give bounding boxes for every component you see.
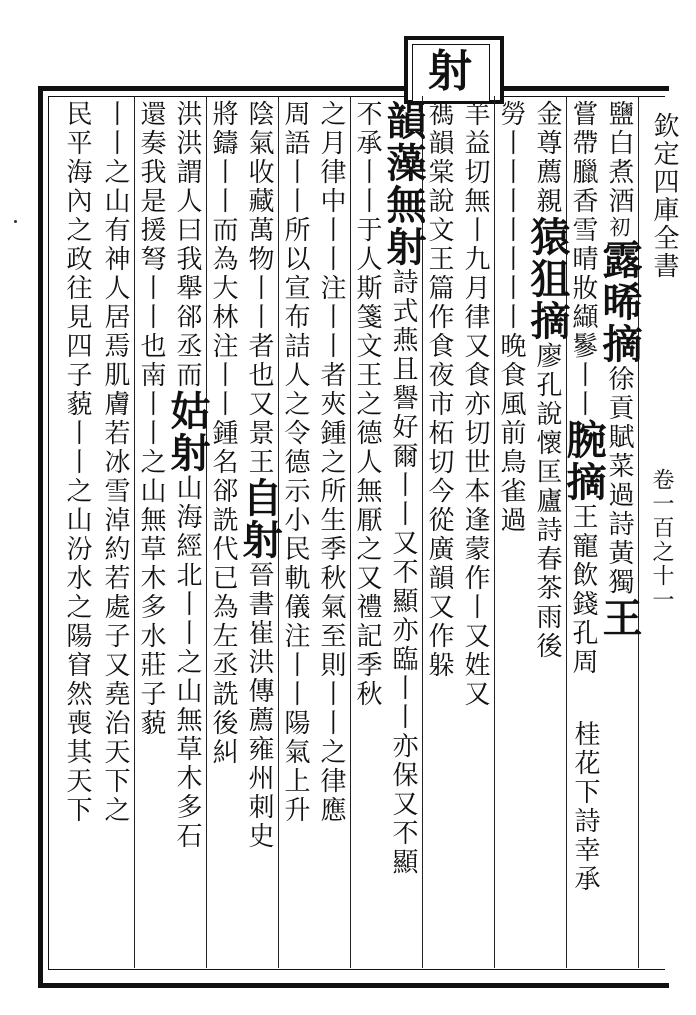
column-text: 還奏我是援弩丨丨也	[136, 100, 166, 361]
column-text: 勞丨丨丨丨	[496, 100, 526, 245]
book-title-strip: 欽定四庫全書	[649, 112, 679, 280]
text-column	[560, 100, 607, 677]
text-column	[352, 100, 382, 709]
text-column	[280, 100, 310, 825]
column-text: 鹽白煮酒	[604, 100, 634, 216]
column-text: 徐貢賦菜過詩黃獨	[604, 365, 634, 597]
column-text: 不承丨丨于人斯箋文王之德人無厭之又禮記季秋	[352, 100, 382, 709]
column-text: 山海經北丨丨之山無草木多石	[172, 474, 202, 851]
column-text: 周語丨丨所以宣布詰人之令德示小民軌儀注丨丨陽氣上升	[280, 100, 310, 825]
entry-headword: 腕摘	[560, 419, 607, 503]
column-text: 廖孔說懷匡廬詩春茶雨後	[532, 342, 562, 661]
column-text: 之月律中丨丨注丨丨者夾鍾之所生季秋氣至則丨丨之律應	[316, 100, 346, 825]
heading-character: 射	[428, 46, 472, 97]
column-text: 王寵飲錢孔周	[568, 503, 598, 677]
column-text: 晉書崔洪傳薦雍州刺史	[244, 561, 274, 851]
entry-headword: 露晞摘	[596, 239, 643, 365]
text-column	[524, 100, 571, 661]
volume-label: 卷一百之十一	[649, 468, 674, 612]
column-text: 金尊薦親	[532, 100, 562, 216]
column-text: 南丨丨之山無草木多水莊子藐	[136, 361, 166, 738]
text-column	[164, 100, 211, 851]
column-text: 將鑄丨丨而為大林注丨丨鍾名	[208, 100, 238, 477]
text-column	[100, 100, 130, 825]
text-column	[460, 100, 490, 709]
column-rule	[638, 96, 639, 968]
column-text: 雪晴妝纈鬖丨丨	[568, 216, 598, 419]
column-rule	[134, 96, 135, 968]
column-text: 詩式燕且譽好爾丨丨又不顯亦臨丨丨亦保又不顯	[388, 268, 418, 877]
entry-headword: 自射	[236, 477, 283, 561]
text-column	[136, 100, 166, 738]
column-text: 嘗帶臘香	[568, 100, 598, 216]
text-column	[596, 100, 643, 639]
text-column	[236, 100, 283, 851]
text-column	[570, 720, 600, 894]
column-text: 桂花下詩幸承	[570, 720, 600, 894]
entry-headword: 猿狙摘	[524, 216, 571, 342]
column-text: 丨丨之山有神人居焉肌膚若冰雪淖約若處子又堯治天下之	[100, 100, 130, 825]
entry-headword: 姑射	[164, 390, 211, 474]
column-text: 羊益切無丨九月律又食亦切世本逢蒙作丨又姓又	[460, 100, 490, 709]
text-column	[424, 100, 454, 680]
text-column	[62, 100, 92, 825]
speck-mark	[14, 220, 17, 223]
column-text: 民平海內之政往見四子藐丨丨之山汾水之陽窅然喪其天下	[62, 100, 92, 825]
entry-headword: 韻藻無射	[380, 100, 427, 268]
text-column	[496, 100, 526, 535]
column-text: 丨丨丨晚食風前鳥雀過	[496, 245, 526, 535]
annotation-text: 初	[607, 216, 631, 239]
text-column	[316, 100, 346, 825]
text-column	[208, 100, 238, 767]
column-rule	[206, 96, 207, 968]
text-column	[380, 100, 427, 877]
column-text: 禡韻棠說文王篇作食夜市柘切今從廣韻又作躲	[424, 100, 454, 680]
entry-headword: 王	[596, 597, 643, 639]
column-text: 郤詵代已為左丞詵後糾	[208, 477, 238, 767]
column-text: 洪洪謂人曰我舉郤丞而	[172, 100, 202, 390]
column-rule	[494, 96, 495, 968]
column-rule	[350, 96, 351, 968]
column-text: 陰氣收藏萬物丨丨者也又景王	[244, 100, 274, 477]
